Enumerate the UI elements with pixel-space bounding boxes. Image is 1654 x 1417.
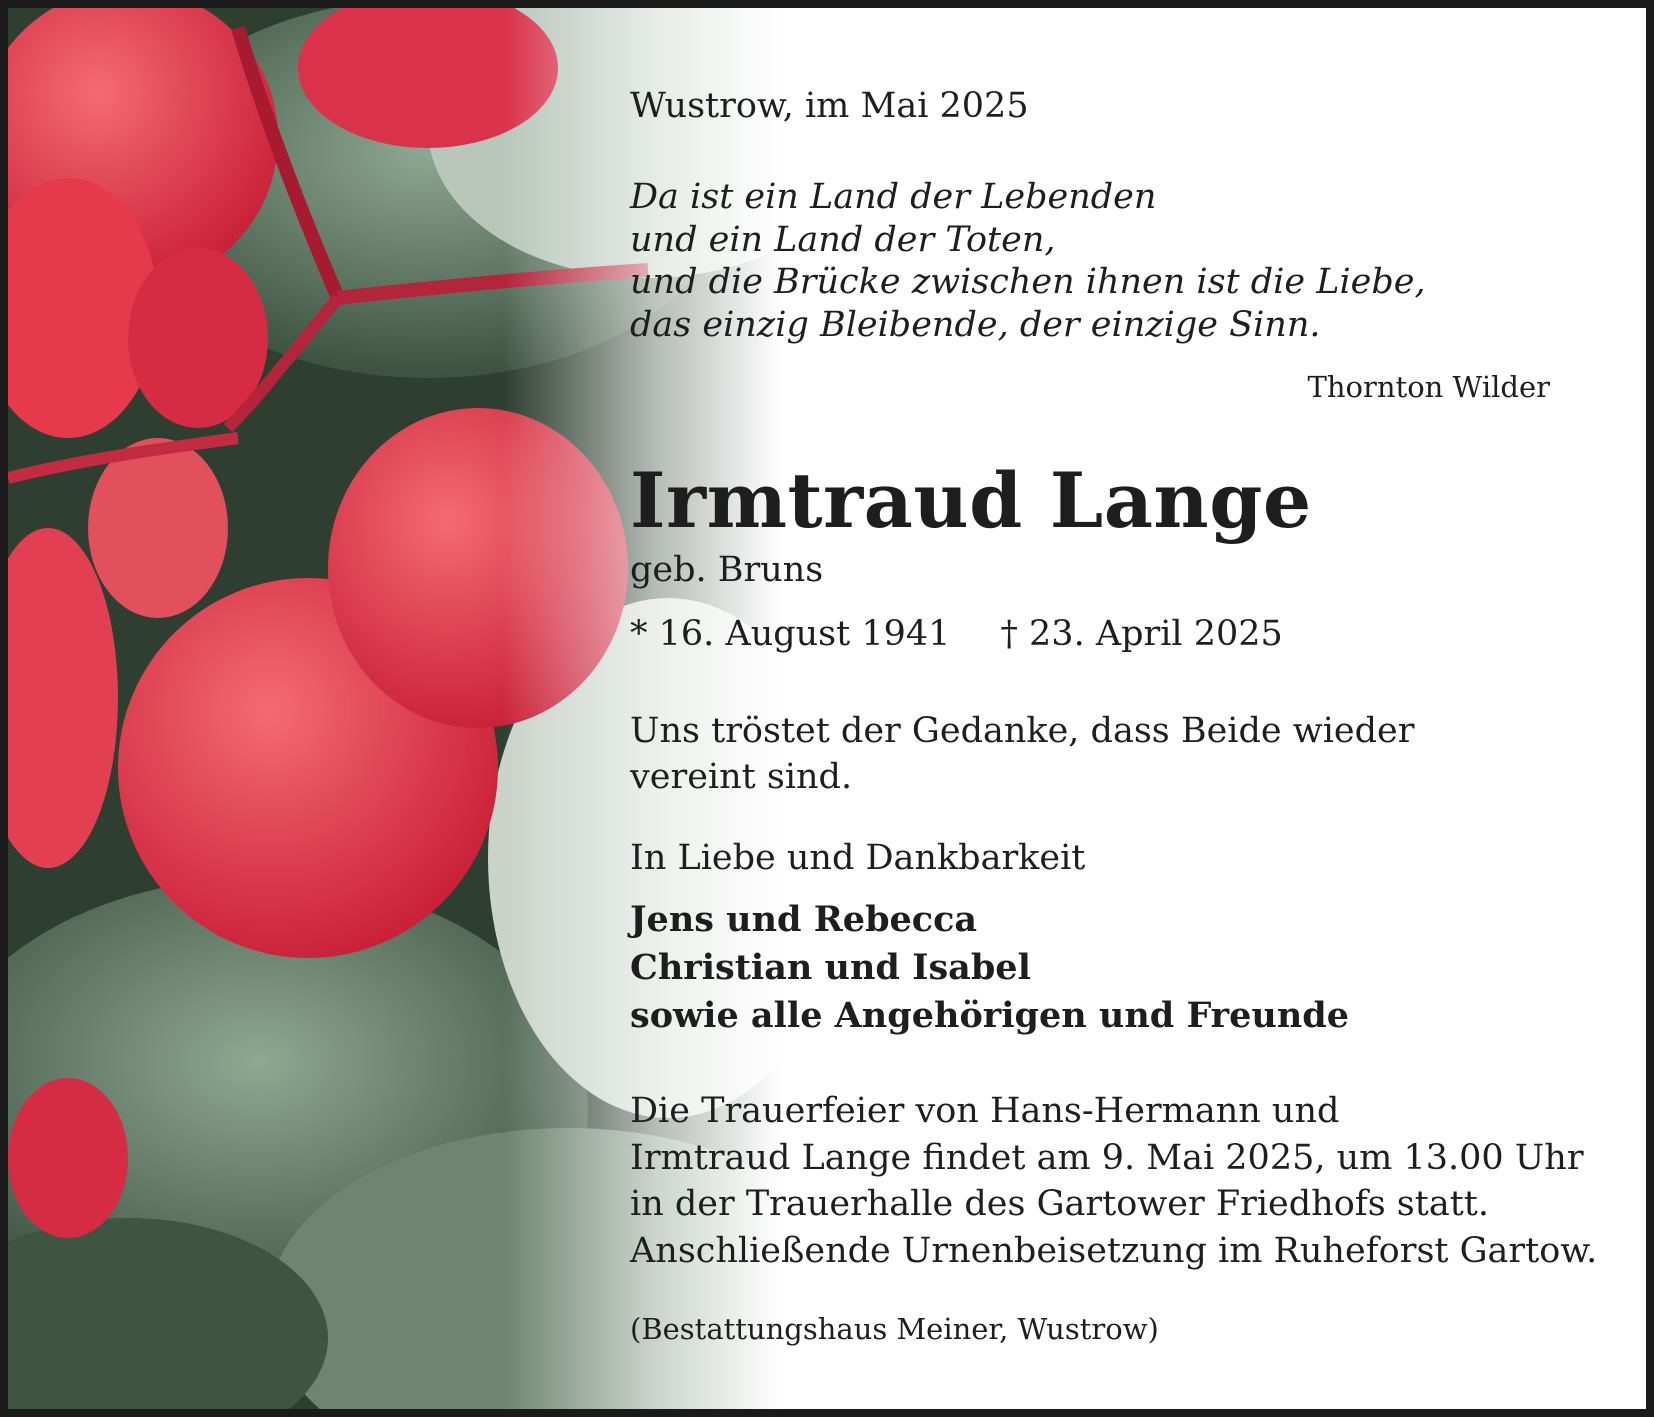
undertaker: (Bestattungshaus Meiner, Wustrow) (630, 1312, 1159, 1346)
funeral-line: Die Trauerfeier von Hans-Hermann und (630, 1091, 1340, 1131)
deceased-name: Irmtraud Lange (630, 456, 1312, 545)
notice-text (630, 8, 1640, 1417)
life-dates (630, 614, 1283, 654)
mourner-line: sowie alle Angehörigen und Freunde (630, 995, 1350, 1036)
funeral-line: Irmtraud Lange findet am 9. Mai 2025, um 13.00 Uhr (630, 1137, 1584, 1178)
mourner-line: Jens und Rebecca (630, 899, 978, 940)
poem (630, 176, 1426, 346)
poem-line: und die Brücke zwischen ihnen ist die Liebe, (630, 262, 1426, 302)
poem-author: Thornton Wilder (1307, 370, 1550, 404)
poem-line: das einzig Bleibende, der einzige Sinn. (630, 304, 1321, 345)
place-date: Wustrow, im Mai 2025 (630, 86, 1029, 126)
funeral-info (630, 1088, 1597, 1274)
comfort-line: Uns tröstet der Gedanke, dass Beide wieder (630, 711, 1415, 751)
closing-phrase: In Liebe und Dankbarkeit (630, 838, 1086, 878)
mourner-line: Christian und Isabel (630, 947, 1031, 988)
maiden-name: geb. Bruns (630, 550, 824, 590)
poem-line: Da ist ein Land der Lebenden (630, 177, 1157, 217)
death-date: † 23. April 2025 (1000, 614, 1283, 654)
mourners-list (630, 896, 1349, 1040)
comfort-text (630, 708, 1414, 800)
birth-date: * 16. August 1941 (630, 614, 951, 654)
poem-line: und ein Land der Toten, (630, 219, 1056, 260)
funeral-line: Anschließende Urnenbeisetzung im Ruheforst Gartow. (630, 1230, 1598, 1271)
funeral-line: in der Trauerhalle des Gartower Friedhofs statt. (630, 1184, 1489, 1224)
comfort-line: vereint sind. (630, 757, 853, 797)
